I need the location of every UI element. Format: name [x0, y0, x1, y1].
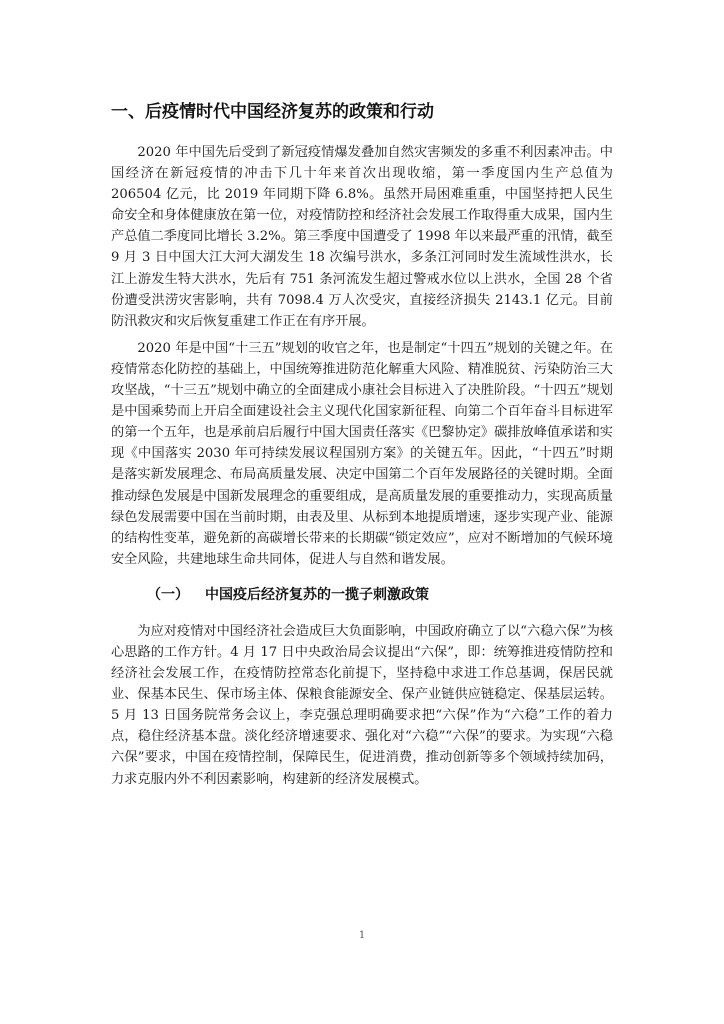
page-number: 1	[358, 930, 366, 941]
section-heading: 一、后疫情时代中国经济复苏的政策和行动	[111, 102, 434, 122]
subsection-number: （一）	[147, 586, 189, 603]
subsection-title: 中国疫后经济复苏的一揽子刺激政策	[205, 586, 429, 603]
paragraph-2: 2020 年是中国“十三五”规划的收官之年，也是制定“十四五”规划的关键之年。在疫情常态化防控的基础上，中国统筹推进防范化解重大风险、精准脱贫、污染防治三大攻坚战，“十三五”规划中确立的全面建成小康社会目标进入了决胜阶段。“十四五”规划是中国乘势而上开启全面建设社会主义现代化国家新征程、向第二个百年奋斗目标进军的第一个五年，也是承前启后履行中国大国责任落实《巴黎协定》碳排放峰值承诺和实现《中国落实 2030 年可持续发展议程国别方案》的关键五年。因此，“十四五”时期是落实新发展理念、布局高质量发展、决定中国第二个百年发展路径的关键时期。全面推动绿色发展是中国新发展理念的重要组成，是高质量发展的重要推动力，实现高质量绿色发展需要中国在当前时期，由表及里、从标到本地提质增速，逐步实现产业、能源的结构性变革，避免新的高碳增长带来的长期碳“锁定效应”，应对不断增加的气候环境安全风险，共建地球生命共同体，促进人与自然和谐发展。	[111, 340, 613, 567]
paragraph-1: 2020 年中国先后受到了新冠疫情爆发叠加自然灾害频发的多重不利因素冲击。中国经济在新冠疫情的冲击下几十年来首次出现收缩，第一季度国内生产总值为 206504 亿元，比 2019 年同期下降 6.8%。虽然开局困难重重，中国坚持把人民生命安全和身体健康放在第一位，对疫情防控和经济社会发展工作取得重大成果，国内生产总值二季度同比增长 3.2%。第三季度中国遭受了 1998 年以来最严重的汛情，截至 9 月 3 日中国大江大河大湖发生 18 次编号洪水，多条江河同时发生流域性洪水，长江上游发生特大洪水，先后有 751 条河流发生超过警戒水位以上洪水，全国 28 个省份遭受洪涝灾害影响，共有 7098.4 万人次受灾，直接经济损失 2143.1 亿元。目前防汛救灾和灾后恢复重建工作正在有序开展。	[111, 145, 613, 329]
page-content	[111, 100, 613, 796]
subsection-heading	[147, 584, 613, 606]
paragraph-3: 为应对疫情对中国经济社会造成巨大负面影响，中国政府确立了以“六稳六保”为核心思路的工作方针。4 月 17 日中央政治局会议提出“六保”，即：统筹推进疫情防控和经济社会发展工作，在疫情防控常态化前提下，坚持稳中求进工作总基调，保居民就业、保基本民生、保市场主体、保粮食能源安全、保产业链供应链稳定、保基层运转。5 月 13 日国务院常务会议上，李克强总理明确要求把“六保”作为“六稳”工作的着力点，稳住经济基本盘。淡化经济增速要求、强化对“六稳”“六保”的要求。为实现“六稳六保”要求，中国在疫情控制，保障民生，促进消费，推动创新等多个领域持续加码，力求克服内外不利因素影响，构建新的经济发展模式。	[111, 623, 613, 787]
